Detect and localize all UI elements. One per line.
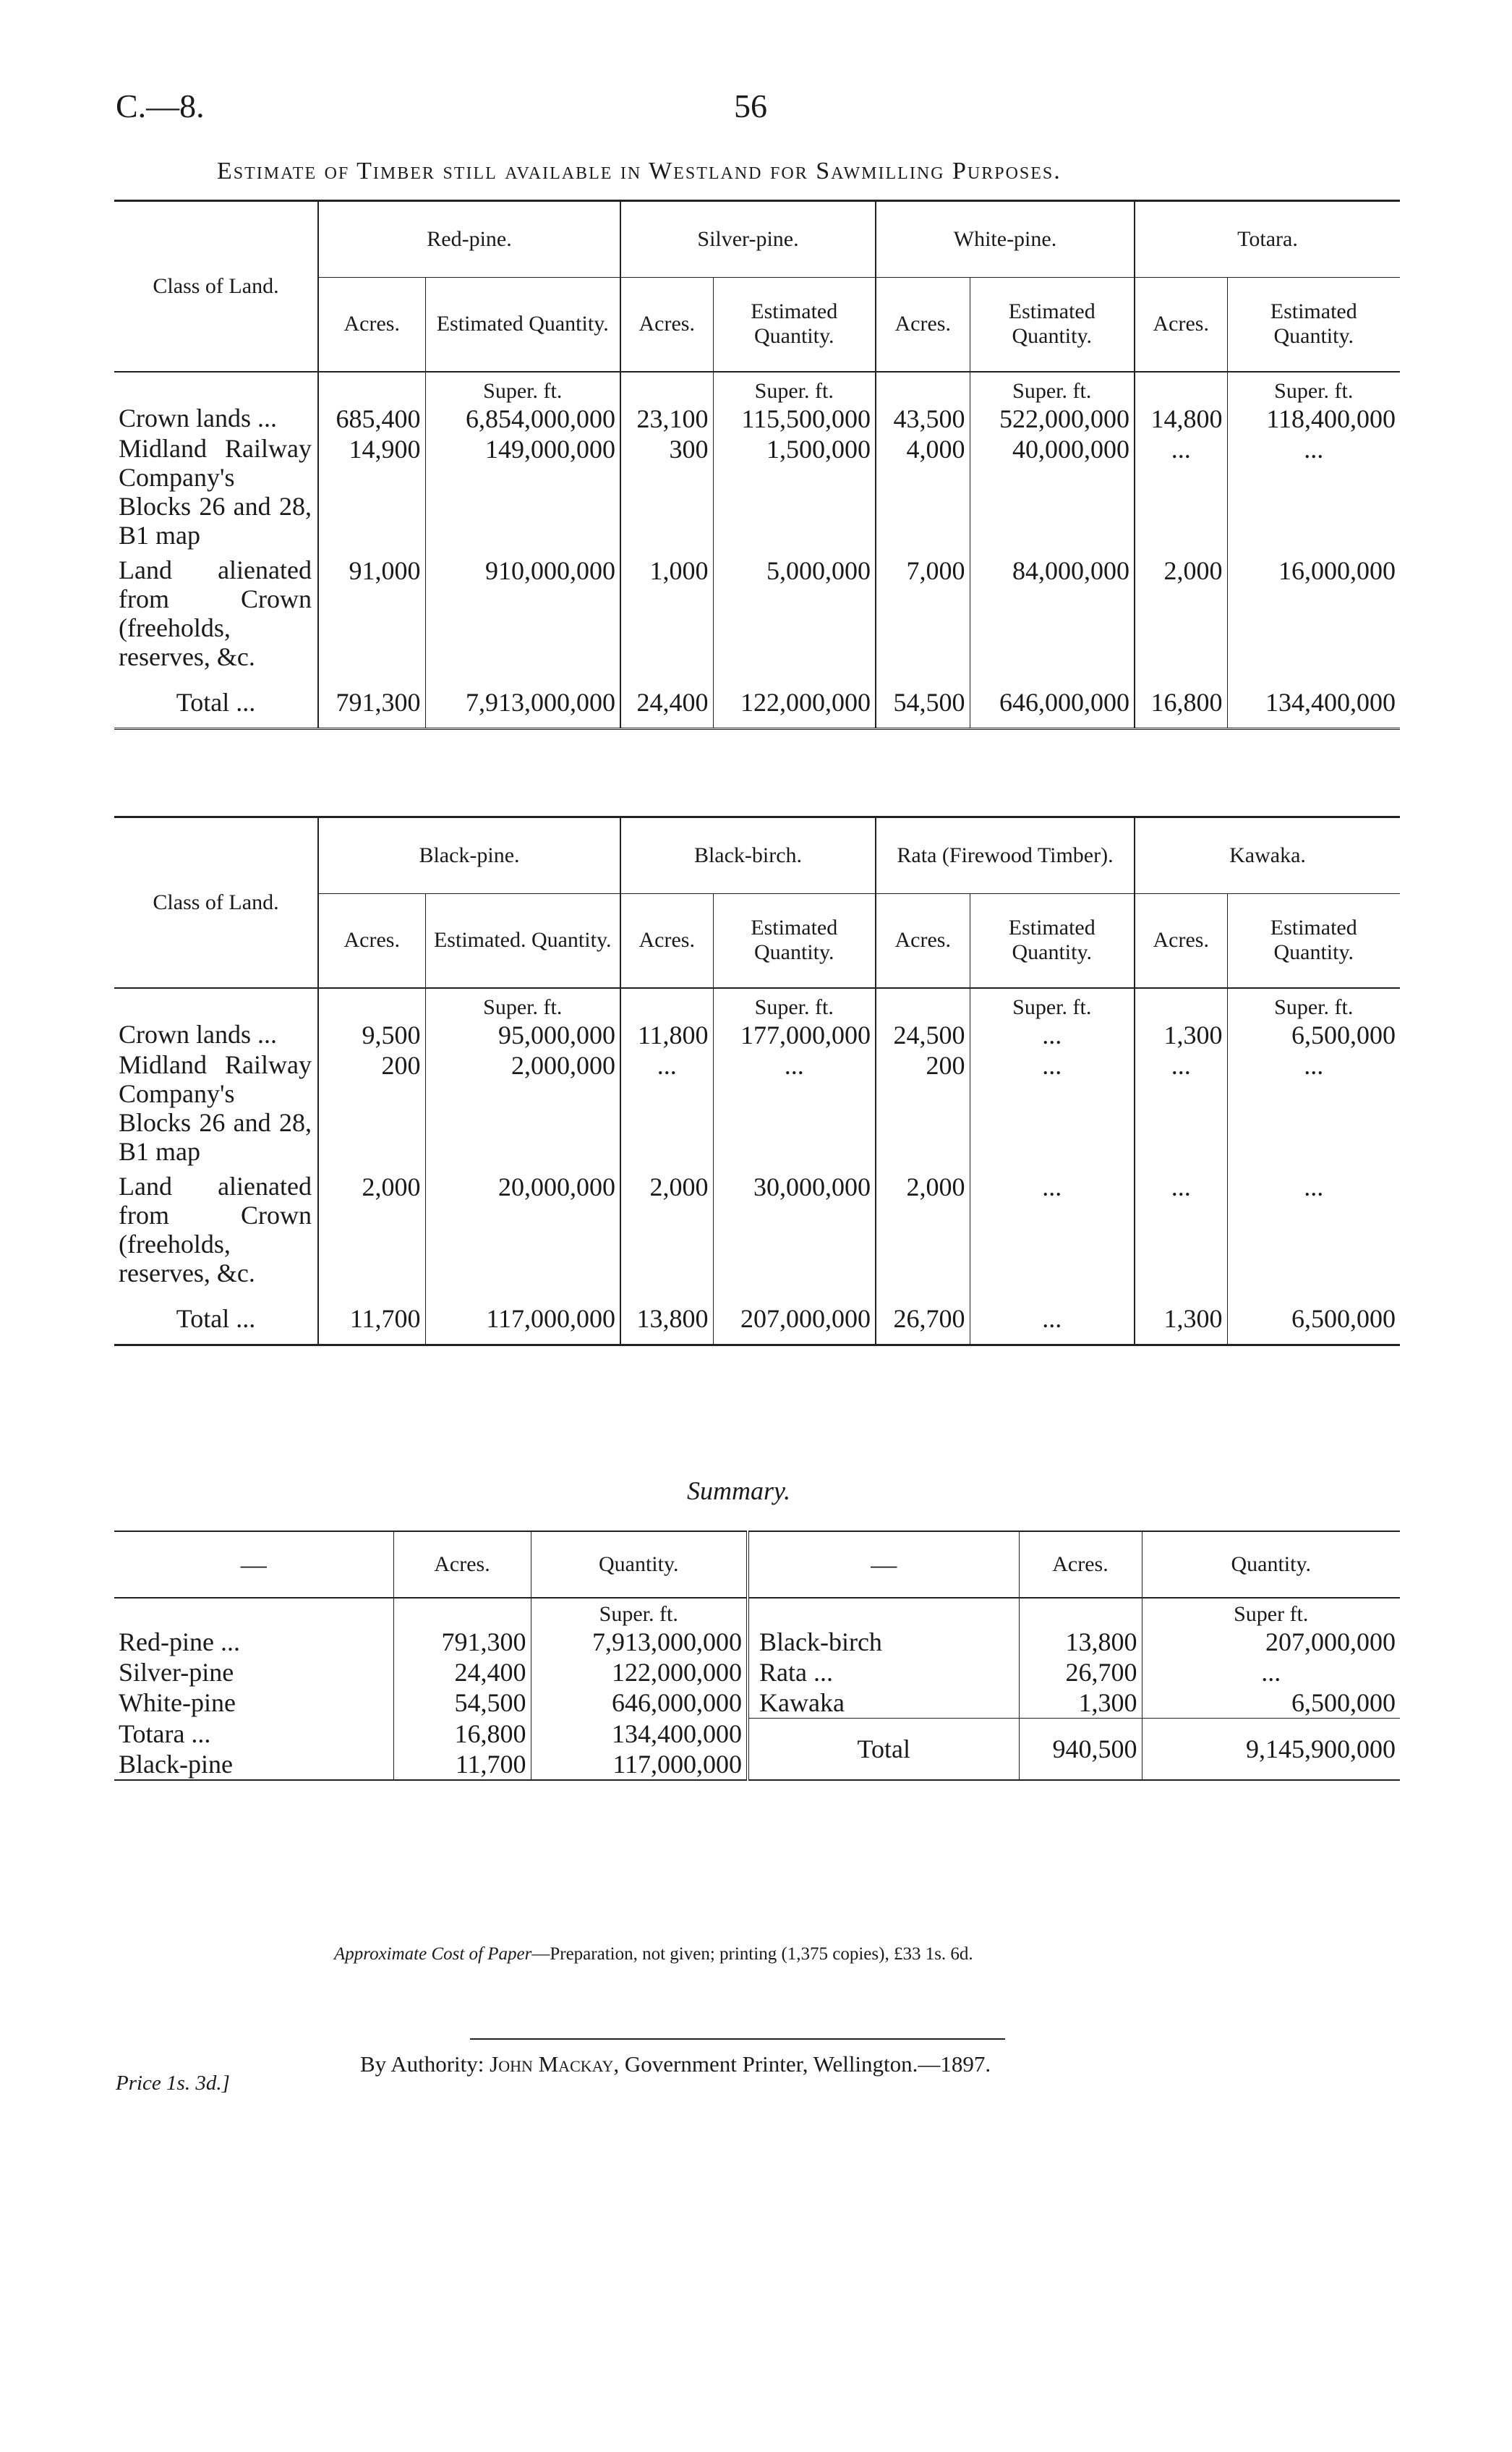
value-cell: ... — [1135, 1172, 1227, 1293]
value-cell: 2,000,000 — [425, 1050, 620, 1172]
value-cell: 7,000 — [876, 555, 970, 677]
unit-cell — [876, 988, 970, 1020]
species-name: White-pine — [119, 1688, 236, 1718]
value-cell: 14,900 — [318, 434, 425, 555]
quantity-header: Estimated. Quantity. — [425, 894, 620, 988]
total-row — [114, 677, 1400, 729]
group-header: Totara. — [1135, 201, 1400, 278]
acres-header: Acres. — [620, 894, 713, 988]
quantity-header: Estimated Quantity. — [425, 278, 620, 372]
total-label: Total ... — [176, 687, 256, 717]
species-quantity: 6,500,000 — [1142, 1687, 1400, 1719]
total-value: 122,000,000 — [713, 677, 876, 729]
summary-acres-header: Acres. — [1019, 1531, 1142, 1598]
value-cell: 2,000 — [1135, 555, 1227, 677]
acres-header: Acres. — [876, 894, 970, 988]
printer-name: John Mackay — [490, 2051, 614, 2077]
value-cell: 177,000,000 — [713, 1020, 876, 1050]
summary-acres-header: Acres. — [393, 1531, 531, 1598]
total-row — [114, 1293, 1400, 1345]
cost-text: —Preparation, not given; printing (1,375 copies), £33 1s. 6d. — [531, 1944, 973, 1964]
group-header: White-pine. — [876, 201, 1135, 278]
value-cell: 200 — [318, 1050, 425, 1172]
species-name: Black-birch — [759, 1627, 882, 1656]
value-cell: 30,000,000 — [713, 1172, 876, 1293]
value-cell: ... — [1227, 434, 1400, 555]
unit-cell — [620, 988, 713, 1020]
species-quantity: 207,000,000 — [1142, 1627, 1400, 1657]
value-cell: 20,000,000 — [425, 1172, 620, 1293]
total-value: 16,800 — [1135, 677, 1227, 729]
total-value: 7,913,000,000 — [425, 677, 620, 729]
species-quantity: 122,000,000 — [531, 1657, 748, 1687]
unit-label: Super. ft. — [970, 372, 1135, 404]
value-cell: 43,500 — [876, 404, 970, 434]
unit-cell — [1135, 372, 1227, 404]
timber-table-2 — [114, 816, 1400, 1346]
acres-header: Acres. — [1135, 894, 1227, 988]
table-row — [114, 404, 1400, 434]
unit-cell — [1019, 1598, 1142, 1627]
footer-rule — [470, 2038, 1005, 2040]
value-cell: 95,000,000 — [425, 1020, 620, 1050]
value-cell: ... — [970, 1050, 1135, 1172]
total-value: ... — [970, 1293, 1135, 1345]
unit-cell — [318, 988, 425, 1020]
row-label: Land alienated from Crown (freeholds, reserves, &c. — [119, 1171, 312, 1287]
value-cell: 11,800 — [620, 1020, 713, 1050]
total-value: 207,000,000 — [713, 1293, 876, 1345]
value-cell: 200 — [876, 1050, 970, 1172]
unit-label: Super. ft. — [1227, 988, 1400, 1020]
value-cell: 300 — [620, 434, 713, 555]
group-header: Black-pine. — [318, 817, 620, 894]
value-cell: ... — [1227, 1050, 1400, 1172]
value-cell: ... — [1135, 434, 1227, 555]
value-cell: 1,300 — [1135, 1020, 1227, 1050]
table-row — [114, 1020, 1400, 1050]
total-value: 6,500,000 — [1227, 1293, 1400, 1345]
value-cell: 40,000,000 — [970, 434, 1135, 555]
value-cell: 910,000,000 — [425, 555, 620, 677]
value-cell: 2,000 — [876, 1172, 970, 1293]
acres-header: Acres. — [318, 894, 425, 988]
species-quantity: ... — [1142, 1657, 1400, 1687]
value-cell: 14,800 — [1135, 404, 1227, 434]
value-cell: 1,500,000 — [713, 434, 876, 555]
unit-cell — [620, 372, 713, 404]
value-cell: ... — [1227, 1172, 1400, 1293]
total-value: 1,300 — [1135, 1293, 1227, 1345]
group-header: Silver-pine. — [620, 201, 876, 278]
value-cell: ... — [620, 1050, 713, 1172]
quantity-header: Estimated Quantity. — [1227, 894, 1400, 988]
table-row — [114, 434, 1400, 555]
page-number: 56 — [734, 88, 767, 124]
group-header: Black-birch. — [620, 817, 876, 894]
unit-cell — [114, 1598, 393, 1627]
summary-total-quantity: 9,145,900,000 — [1142, 1719, 1400, 1780]
summary-table — [114, 1531, 1400, 1781]
species-acres: 13,800 — [1019, 1627, 1142, 1657]
value-cell: 118,400,000 — [1227, 404, 1400, 434]
page-title: Estimate of Timber still available in Westland for Sawmilling Purposes. — [217, 158, 1062, 184]
row-label: Land alienated from Crown (freeholds, reserves, &c. — [119, 555, 312, 671]
total-value: 134,400,000 — [1227, 677, 1400, 729]
class-of-land-header: Class of Land. — [114, 817, 318, 988]
table-row — [114, 555, 1400, 677]
species-quantity: 117,000,000 — [531, 1749, 748, 1780]
unit-label: Super. ft. — [713, 372, 876, 404]
value-cell: 9,500 — [318, 1020, 425, 1050]
species-name: Totara ... — [119, 1719, 211, 1748]
summary-row — [114, 1719, 1400, 1749]
total-value: 26,700 — [876, 1293, 970, 1345]
total-value: 13,800 — [620, 1293, 713, 1345]
value-cell: 6,500,000 — [1227, 1020, 1400, 1050]
summary-title: Summary. — [687, 1476, 790, 1505]
value-cell: 149,000,000 — [425, 434, 620, 555]
cost-note — [334, 1944, 973, 1964]
acres-header: Acres. — [876, 278, 970, 372]
value-cell: 91,000 — [318, 555, 425, 677]
value-cell: 685,400 — [318, 404, 425, 434]
species-name: Silver-pine — [119, 1658, 234, 1687]
quantity-header: Estimated Quantity. — [713, 894, 876, 988]
unit-label: Super. ft. — [425, 988, 620, 1020]
unit-cell — [1135, 988, 1227, 1020]
unit-label: Super. ft. — [970, 988, 1135, 1020]
authority-line — [360, 2051, 991, 2077]
acres-header: Acres. — [318, 278, 425, 372]
value-cell: 16,000,000 — [1227, 555, 1400, 677]
summary-row — [114, 1657, 1400, 1687]
value-cell: 522,000,000 — [970, 404, 1135, 434]
unit-row — [114, 372, 1400, 404]
species-acres: 16,800 — [393, 1719, 531, 1749]
species-acres: 1,300 — [1019, 1687, 1142, 1719]
acres-header: Acres. — [620, 278, 713, 372]
timber-table-1 — [114, 200, 1400, 730]
summary-row — [114, 1627, 1400, 1657]
row-label: Crown lands ... — [119, 403, 277, 433]
unit-row — [114, 1598, 1400, 1627]
total-value: 646,000,000 — [970, 677, 1135, 729]
value-cell: 6,854,000,000 — [425, 404, 620, 434]
value-cell: 24,500 — [876, 1020, 970, 1050]
quantity-header: Estimated Quantity. — [1227, 278, 1400, 372]
value-cell: 2,000 — [620, 1172, 713, 1293]
unit-label: Super. ft. — [531, 1598, 748, 1627]
summary-total-label: Total — [748, 1719, 1019, 1780]
value-cell: ... — [970, 1172, 1135, 1293]
unit-label: Super ft. — [1142, 1598, 1400, 1627]
species-quantity: 646,000,000 — [531, 1687, 748, 1719]
unit-label: Super. ft. — [713, 988, 876, 1020]
group-header: Rata (Firewood Timber). — [876, 817, 1135, 894]
unit-cell — [114, 988, 318, 1020]
species-acres: 54,500 — [393, 1687, 531, 1719]
value-cell: 1,000 — [620, 555, 713, 677]
species-acres: 791,300 — [393, 1627, 531, 1657]
value-cell: 5,000,000 — [713, 555, 876, 677]
total-value: 54,500 — [876, 677, 970, 729]
summary-total-acres: 940,500 — [1019, 1719, 1142, 1780]
species-acres: 11,700 — [393, 1749, 531, 1780]
authority-rest: , Government Printer, Wellington.—1897. — [613, 2051, 991, 2077]
unit-label: Super. ft. — [1227, 372, 1400, 404]
quantity-header: Estimated Quantity. — [970, 894, 1135, 988]
unit-cell — [876, 372, 970, 404]
class-of-land-header: Class of Land. — [114, 201, 318, 372]
unit-label: Super. ft. — [425, 372, 620, 404]
row-label: Crown lands ... — [119, 1019, 277, 1049]
value-cell: ... — [713, 1050, 876, 1172]
value-cell: 84,000,000 — [970, 555, 1135, 677]
value-cell: 4,000 — [876, 434, 970, 555]
group-header: Red-pine. — [318, 201, 620, 278]
species-acres: 24,400 — [393, 1657, 531, 1687]
species-acres: 26,700 — [1019, 1657, 1142, 1687]
total-value: 117,000,000 — [425, 1293, 620, 1345]
value-cell: 23,100 — [620, 404, 713, 434]
value-cell: ... — [1135, 1050, 1227, 1172]
unit-cell — [393, 1598, 531, 1627]
total-value: 11,700 — [318, 1293, 425, 1345]
total-value: 791,300 — [318, 677, 425, 729]
table-row — [114, 1172, 1400, 1293]
value-cell: 2,000 — [318, 1172, 425, 1293]
price: Price 1s. 3d.] — [116, 2072, 230, 2095]
species-name: Rata ... — [759, 1658, 833, 1687]
unit-row — [114, 988, 1400, 1020]
species-quantity: 7,913,000,000 — [531, 1627, 748, 1657]
species-quantity: 134,400,000 — [531, 1719, 748, 1749]
summary-quantity-header: Quantity. — [1142, 1531, 1400, 1598]
unit-cell — [114, 372, 318, 404]
species-name: Black-pine — [119, 1749, 233, 1779]
document-reference: C.—8. — [116, 88, 205, 124]
total-label: Total ... — [176, 1303, 256, 1333]
species-name: Red-pine ... — [119, 1627, 240, 1656]
quantity-header: Estimated Quantity. — [713, 278, 876, 372]
value-cell: ... — [970, 1020, 1135, 1050]
summary-dash-header: — — [114, 1531, 393, 1598]
quantity-header: Estimated Quantity. — [970, 278, 1135, 372]
summary-dash-header: — — [748, 1531, 1019, 1598]
group-header: Kawaka. — [1135, 817, 1400, 894]
total-value: 24,400 — [620, 677, 713, 729]
unit-cell — [318, 372, 425, 404]
table-row — [114, 1050, 1400, 1172]
authority-prefix: By Authority: — [360, 2051, 484, 2077]
summary-row — [114, 1687, 1400, 1719]
row-label: Midland Railway Company's Blocks 26 and 28, B1 map — [119, 1050, 312, 1166]
acres-header: Acres. — [1135, 278, 1227, 372]
summary-quantity-header: Quantity. — [531, 1531, 748, 1598]
row-label: Midland Railway Company's Blocks 26 and 28, B1 map — [119, 433, 312, 550]
cost-label: Approximate Cost of Paper — [334, 1944, 532, 1964]
unit-cell — [748, 1598, 1019, 1627]
value-cell: 115,500,000 — [713, 404, 876, 434]
species-name: Kawaka — [759, 1688, 845, 1717]
